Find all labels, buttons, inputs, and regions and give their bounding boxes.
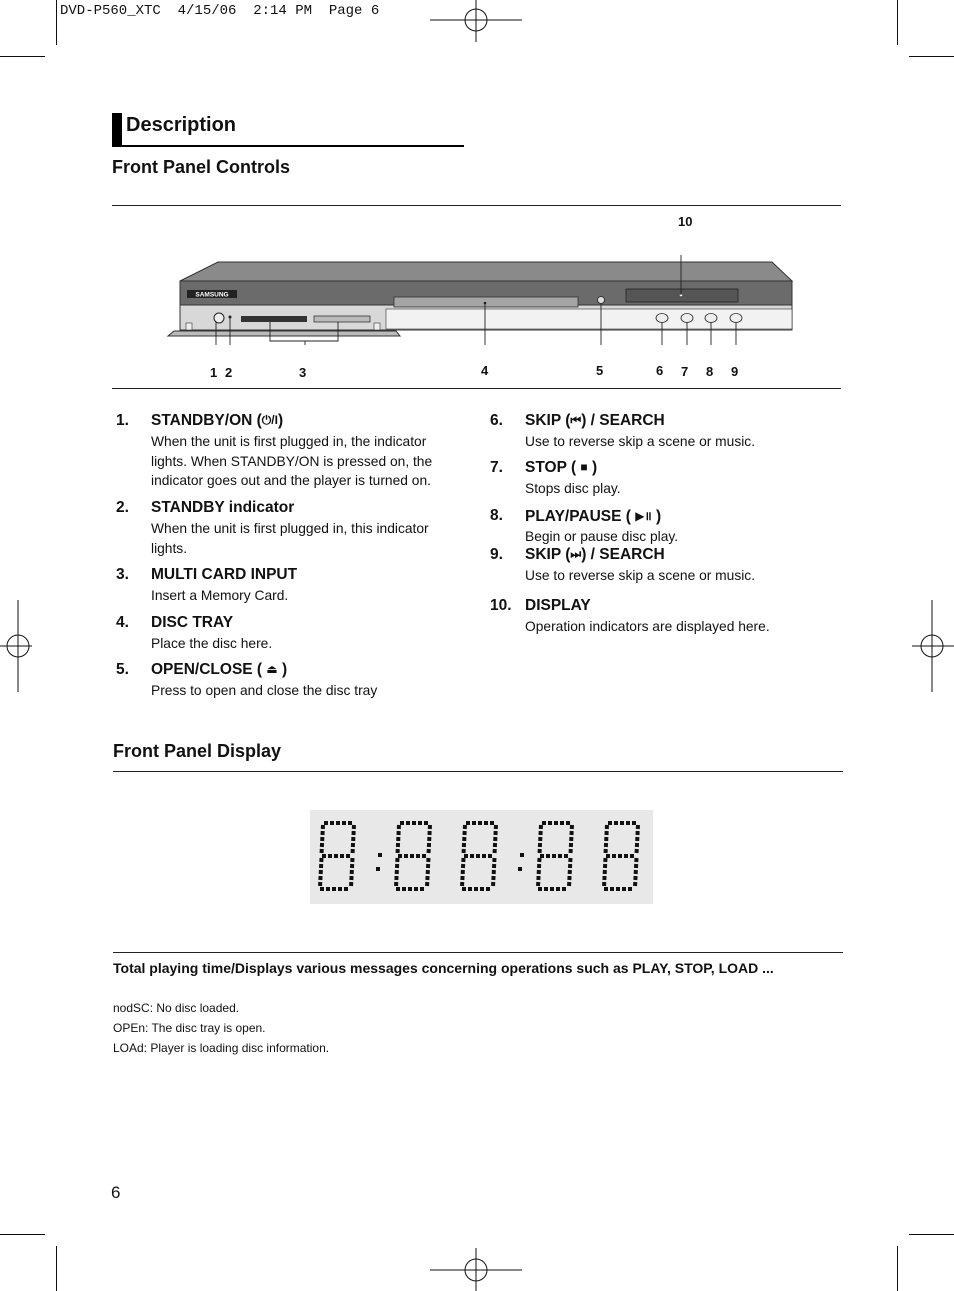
item-number: 7. — [490, 459, 503, 476]
item-number: 5. — [116, 661, 129, 678]
section-title: Description — [126, 114, 237, 136]
callout-8: 8 — [706, 364, 714, 379]
item-number: 10. — [490, 597, 512, 614]
front-panel-controls-title: Front Panel Controls — [112, 157, 291, 177]
item-description: Operation indicators are displayed here. — [525, 619, 770, 634]
item-title: STOP ( ■ ) — [525, 459, 598, 476]
callout-2: 2 — [225, 365, 233, 380]
item-description: Stops disc play. — [525, 481, 621, 496]
item-title: STANDBY indicator — [151, 499, 295, 516]
skip-back-icon: ⏮ — [570, 413, 582, 427]
item-title: DISPLAY — [525, 597, 591, 614]
display-note: LOAd: Player is loading disc information. — [113, 1041, 330, 1055]
item-title: STANDBY/ON (⏻/I) — [151, 412, 284, 429]
display-note: nodSC: No disc loaded. — [113, 1001, 240, 1015]
item-number: 4. — [116, 614, 129, 631]
item-description: Use to reverse skip a scene or music. — [525, 568, 756, 583]
item-description: Place the disc here. — [151, 636, 273, 651]
display-colon-dot — [520, 853, 524, 857]
front-panel-display-title: Front Panel Display — [113, 741, 282, 761]
item-title: MULTI CARD INPUT — [151, 566, 298, 583]
divider — [113, 771, 843, 772]
callout-9: 9 — [731, 364, 739, 379]
play-pause-icon: ▶॥ — [635, 509, 652, 523]
page-number: 6 — [111, 1183, 121, 1202]
item-title: SKIP (⏭) / SEARCH — [525, 546, 665, 563]
power-icon: ⏻/I — [261, 413, 278, 427]
callout-1: 1 — [210, 365, 218, 380]
dvd-player-illustration — [160, 255, 800, 345]
printer-slug: DVD-P560_XTC 4/15/06 2:14 PM Page 6 — [60, 3, 380, 19]
item-title: DISC TRAY — [151, 614, 234, 631]
callout-10: 10 — [678, 214, 693, 229]
section-rule — [112, 145, 464, 147]
item-description: Begin or pause disc play. — [525, 529, 679, 544]
divider — [113, 952, 843, 953]
display-colon-dot — [518, 867, 522, 871]
eject-icon: ⏏ — [266, 662, 278, 676]
divider — [112, 388, 841, 389]
item-description: Use to reverse skip a scene or music. — [525, 434, 756, 449]
item-number: 8. — [490, 507, 503, 524]
callout-7: 7 — [681, 364, 689, 379]
callout-3: 3 — [299, 365, 307, 380]
item-title: OPEN/CLOSE ( ⏏ ) — [151, 661, 288, 678]
item-number: 6. — [490, 412, 503, 429]
item-number: 2. — [116, 499, 129, 516]
display-colon-dot — [378, 853, 382, 857]
seven-segment-display — [310, 810, 653, 904]
callout-5: 5 — [596, 363, 604, 378]
item-title: PLAY/PAUSE ( ▶॥ ) — [525, 508, 662, 525]
item-description: When the unit is first plugged in, this indicator lights. — [151, 521, 429, 556]
display-colon-dot — [376, 867, 380, 871]
skip-forward-icon: ⏭ — [570, 547, 582, 561]
item-title: SKIP (⏮) / SEARCH — [525, 412, 665, 429]
item-number: 3. — [116, 566, 129, 583]
item-description: When the unit is first plugged in, the indicator lights. When STANDBY/ON is pressed on, the indicator goes out and the player is turned on. — [151, 434, 433, 488]
item-description: Insert a Memory Card. — [151, 588, 289, 603]
section-marker — [112, 113, 122, 145]
callout-4: 4 — [481, 363, 489, 378]
display-note: OPEn: The disc tray is open. — [113, 1021, 266, 1035]
item-number: 9. — [490, 546, 503, 563]
display-description: Total playing time/Displays various messages concerning operations such as PLAY, STOP, LOAD ... — [113, 960, 774, 976]
item-number: 1. — [116, 412, 129, 429]
stop-icon: ■ — [580, 460, 588, 474]
divider — [112, 205, 841, 206]
item-description: Press to open and close the disc tray — [151, 683, 378, 698]
callout-6: 6 — [656, 363, 664, 378]
brand-logo: SAMSUNG — [195, 291, 229, 299]
